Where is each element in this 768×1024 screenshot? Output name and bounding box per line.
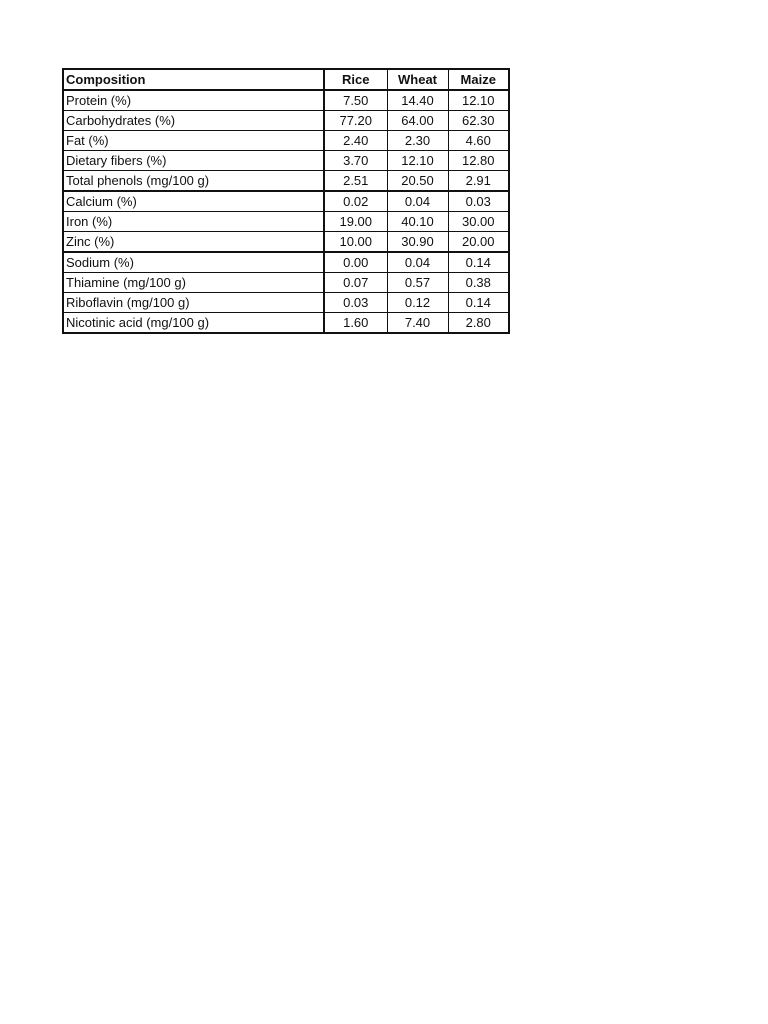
table-row	[63, 252, 509, 273]
header-composition: Composition	[63, 69, 324, 90]
cell-rice: 7.50	[324, 90, 387, 111]
cell-rice: 3.70	[324, 151, 387, 171]
cell-composition: Carbohydrates (%)	[63, 111, 324, 131]
cell-maize: 4.60	[448, 131, 509, 151]
cell-composition: Dietary fibers (%)	[63, 151, 324, 171]
header-row	[63, 69, 509, 90]
cell-composition: Zinc (%)	[63, 232, 324, 253]
table-row	[63, 151, 509, 171]
table-row	[63, 171, 509, 192]
cell-wheat: 2.30	[387, 131, 448, 151]
cell-wheat: 0.04	[387, 252, 448, 273]
cell-wheat: 30.90	[387, 232, 448, 253]
cell-maize: 0.03	[448, 191, 509, 212]
table-body	[63, 90, 509, 333]
cell-maize: 20.00	[448, 232, 509, 253]
cell-composition: Sodium (%)	[63, 252, 324, 273]
cell-composition: Total phenols (mg/100 g)	[63, 171, 324, 192]
cell-rice: 0.03	[324, 293, 387, 313]
cell-composition: Thiamine (mg/100 g)	[63, 273, 324, 293]
cell-wheat: 64.00	[387, 111, 448, 131]
table-row	[63, 293, 509, 313]
cell-maize: 30.00	[448, 212, 509, 232]
table-row	[63, 313, 509, 334]
cell-rice: 0.07	[324, 273, 387, 293]
cell-wheat: 40.10	[387, 212, 448, 232]
cell-rice: 2.51	[324, 171, 387, 192]
cell-composition: Nicotinic acid (mg/100 g)	[63, 313, 324, 334]
cell-rice: 0.02	[324, 191, 387, 212]
cell-composition: Protein (%)	[63, 90, 324, 111]
cell-maize: 62.30	[448, 111, 509, 131]
cell-maize: 2.80	[448, 313, 509, 334]
table-row	[63, 191, 509, 212]
cell-maize: 0.14	[448, 252, 509, 273]
cell-wheat: 7.40	[387, 313, 448, 334]
cell-rice: 2.40	[324, 131, 387, 151]
cell-maize: 12.10	[448, 90, 509, 111]
cell-composition: Fat (%)	[63, 131, 324, 151]
table-row	[63, 232, 509, 253]
table-row	[63, 273, 509, 293]
cell-maize: 0.14	[448, 293, 509, 313]
cell-rice: 19.00	[324, 212, 387, 232]
cell-wheat: 0.12	[387, 293, 448, 313]
cell-maize: 2.91	[448, 171, 509, 192]
table-row	[63, 90, 509, 111]
cell-wheat: 0.57	[387, 273, 448, 293]
cell-wheat: 20.50	[387, 171, 448, 192]
header-wheat: Wheat	[387, 69, 448, 90]
table-row	[63, 111, 509, 131]
cell-composition: Riboflavin (mg/100 g)	[63, 293, 324, 313]
composition-table	[62, 68, 510, 334]
cell-wheat: 14.40	[387, 90, 448, 111]
cell-rice: 10.00	[324, 232, 387, 253]
cell-rice: 77.20	[324, 111, 387, 131]
cell-maize: 0.38	[448, 273, 509, 293]
cell-rice: 0.00	[324, 252, 387, 273]
cell-wheat: 12.10	[387, 151, 448, 171]
header-maize: Maize	[448, 69, 509, 90]
table-row	[63, 131, 509, 151]
header-rice: Rice	[324, 69, 387, 90]
cell-composition: Iron (%)	[63, 212, 324, 232]
cell-composition: Calcium (%)	[63, 191, 324, 212]
table-row	[63, 212, 509, 232]
cell-wheat: 0.04	[387, 191, 448, 212]
cell-rice: 1.60	[324, 313, 387, 334]
cell-maize: 12.80	[448, 151, 509, 171]
